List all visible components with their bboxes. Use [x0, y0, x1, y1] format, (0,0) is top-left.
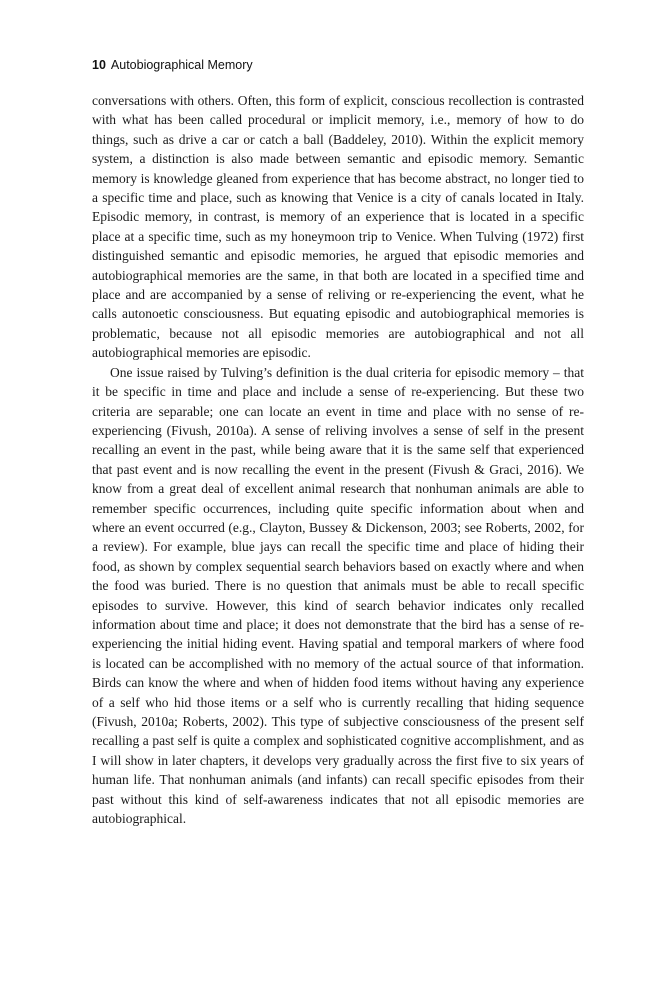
- book-page: [92, 58, 584, 828]
- paragraph-tulving-definition: One issue raised by Tulving’s definition is the dual criteria for episodic memory – that it be specific in time and place and include a sense of re-experiencing. But these two criteria are separable; one can locate an event in time and place with no sense of re-experiencing (Fivush, 2010a). A sense of reliving involves a sense of self in the present recalling an event in the past, while being aware that it is the same self that experienced that past event and is now recalling the event in the present (Fivush & Graci, 2016). We know from a great deal of excellent animal research that nonhuman animals are able to remember specific occurrences, including quite specific information about when and where an event occurred (e.g., Clayton, Bussey & Dickenson, 2003; see Roberts, 2002, for a review). For example, blue jays can recall the specific time and place of hiding their food, as shown by complex sequential search behaviors based on exactly where and when the food was buried. There is no question that animals must be able to recall specific episodes to survive. However, this kind of search behavior indicates only recalled information about time and place; it does not demonstrate that the bird has a sense of re-experiencing the initial hiding event. Having spatial and temporal markers of where food is located can be accomplished with no memory of the actual source of that information. Birds can know the where and when of hidden food items without having any experience of a self who hid those items or a self who is currently recalling that hiding sequence (Fivush, 2010a; Roberts, 2002). This type of subjective consciousness of the present self recalling a past self is quite a complex and sophisticated cognitive accomplishment, and as I will show in later chapters, it develops very gradually across the first five to six years of human life. That nonhuman animals (and infants) can recall specific episodes from their past without this kind of self-awareness indicates that not all episodic memories are autobiographical.: [92, 364, 584, 827]
- body-text: [92, 91, 584, 828]
- running-head: [92, 58, 584, 72]
- page-number: 10: [92, 58, 106, 72]
- paragraph-continuation: conversations with others. Often, this form of explicit, conscious recollection is contrasted with what has been called procedural or implicit memory, i.e., memory of how to do things, such as drive a car or catch a ball (Baddeley, 2010). Within the explicit memory system, a distinction is also made between semantic and episodic memory. Semantic memory is knowledge gleaned from experience that has become abstract, no longer tied to a specific time and place, such as knowing that Venice is a city of canals located in Italy. Episodic memory, in contrast, is memory of an experience that is located in a specific place at a specific time, such as my honeymoon trip to Venice. When Tulving (1972) first distinguished semantic and episodic memories, he argued that episodic memories and autobiographical memories are the same, in that both are located in a specified time and place and are accompanied by a sense of reliving or re-experiencing the event, what he calls autonoetic consciousness. But equating episodic and autobiographical memories is problematic, because not all episodic memories are autobiographical and not all autobiographical memories are episodic.: [92, 93, 584, 361]
- running-head-title: Autobiographical Memory: [110, 58, 253, 72]
